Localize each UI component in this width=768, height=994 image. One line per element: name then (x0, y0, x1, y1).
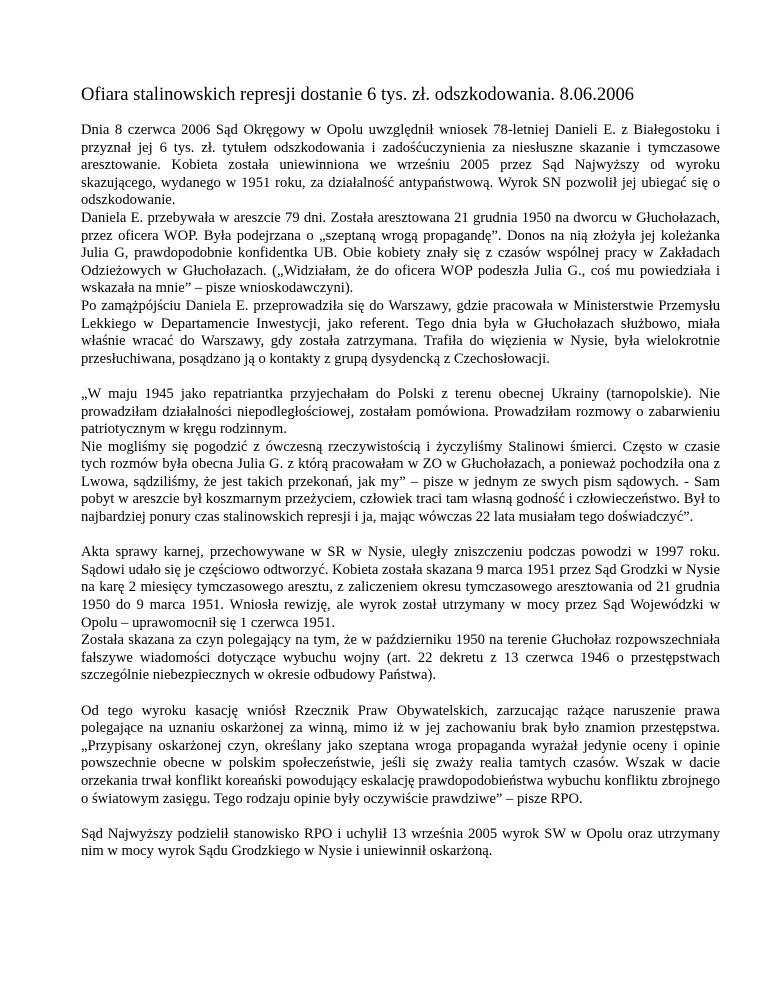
paragraph-line: Została skazana za czyn polegający na tym, że w październiku 1950 na terenie Głuchołaz rozpowszechniała fałszywe wiadomości dotyczące wybuchu wojny (art. 22 dekretu z 13 czerwca 1946 o przestępstwach szczególnie niebezpiecznych w okresie odbudowy Państwa). (81, 632, 720, 684)
paragraph-line: Nie mogliśmy się pogodzić z ówczesną rzeczywistością i życzyliśmy Stalinowi śmierci. Często w czasie tych rozmów była obecna Julia G. z którą pracowałam w ZO w Głuchołazach, a ponieważ pochodziła ona z Lwowa, sądziliśmy, że jest takich przekonań, jak my” – pisze w jednym ze swych pism sądowych. - Sam pobyt w areszcie był koszmarnym przeżyciem, człowiek traci tam własną godność i człowieczeństwo. Był to najbardziej ponury czas stalinowskich represji i ja, mając wówczas 22 lata musiałam tego doświadczyć”. (81, 438, 720, 526)
paragraph-line: Daniela E. przebywała w areszcie 79 dni. Została aresztowana 21 grudnia 1950 na dworcu w Głuchołazach, przez oficera WOP. Była podejrzana o „szeptaną wrogą propagandę”. Donos na nią złożyła jej koleżanka Julia G, prawdopodobnie konfidentka UB. Obie kobiety znały się z czasów wspólnej pracy w Zakładach Odzieżowych w Głuchołazach. („Widziałam, że do oficera WOP podeszła Julia G., coś mu powiedziała i wskazała na mnie” – pisze wnioskodawczyni). (81, 209, 720, 297)
paragraph-line: Od tego wyroku kasację wniósł Rzecznik Praw Obywatelskich, zarzucając rażące naruszenie prawa polegające na uznaniu oskarżonej za winną, mimo iż w jej zachowaniu brak było znamion przestępstwa. „Przypisany oskarżonej czyn, określany jako szeptana wroga propaganda wyrażał jedynie oceny i opinie powszechnie obecne w polskim społeczeństwie, jeśli się zważy realia tamtych czasów. Wszak w dacie orzekania trwał konflikt koreański powodujący eskalację prawdopodobieństwa wybuchu konfliktu zbrojnego o światowym zasięgu. Tego rodzaju opinie były oczywiście prawdziwe” – pisze RPO. (81, 702, 720, 807)
paragraph-line: Po zamążpójściu Daniela E. przeprowadziła się do Warszawy, gdzie pracowała w Ministerstwie Przemysłu Lekkiego w Departamencie Inwestycji, jako referent. Tego dnia była w Głuchołazach służbowo, miała właśnie wracać do Warszawy, gdy została zatrzymana. Trafiła do więzienia w Nysie, była wielokrotnie przesłuchiwana, posądzano ją o kontakty z grupą dysydencką z Czechosłowacji. (81, 297, 720, 367)
paragraph-2 (81, 386, 720, 527)
paragraph-line: Sąd Najwyższy podzielił stanowisko RPO i uchylił 13 września 2005 wyrok SW w Opolu oraz utrzymany nim w mocy wyrok Sądu Grodzkiego w Nysie i uniewinnił oskarżoną. (81, 825, 720, 860)
paragraph-1 (81, 122, 720, 368)
paragraph-3 (81, 544, 720, 685)
paragraph-4 (81, 703, 720, 809)
article-title: Ofiara stalinowskich represji dostanie 6 tys. zł. odszkodowania. 8.06.2006 (81, 84, 635, 105)
paragraph-line: Dnia 8 czerwca 2006 Sąd Okręgowy w Opolu uwzględnił wniosek 78-letniej Danieli E. z Białegostoku i przyznał jej 6 tys. zł. tytułem odszkodowania i zadośćuczynienia za niesłuszne skazanie i tymczasowe aresztowanie. Kobieta została uniewinniona we wrześniu 2005 przez Sąd Najwyższy od wyroku skazującego, wydanego w 1951 roku, za działalność antypaństwową. Wyrok SN pozwolił jej ubiegać się o odszkodowanie. (81, 122, 720, 209)
paragraph-5 (81, 826, 720, 861)
paragraph-line: Akta sprawy karnej, przechowywane w SR w Nysie, uległy zniszczeniu podczas powodzi w 1997 roku. Sądowi udało się je częściowo odtworzyć. Kobieta została skazana 9 marca 1951 przez Sąd Grodzki w Nysie na karę 2 miesięcy tymczasowego aresztu, z zaliczeniem okresu tymczasowego aresztowania od 21 grudnia 1950 do 9 marca 1951. Wniosła rewizję, ale wyrok został utrzymany w mocy przez Sąd Wojewódzki w Opolu – uprawomocnił się 1 czerwca 1951. (81, 544, 720, 631)
paragraph-line: „W maju 1945 jako repatriantka przyjechałam do Polski z terenu obecnej Ukrainy (tarnopolskie). Nie prowadziłam działalności niepodległościowej, zostałam pomówiona. Prowadziłam rozmowy o zabarwieniu patriotycznym w kręgu rodzinnym. (81, 385, 720, 438)
